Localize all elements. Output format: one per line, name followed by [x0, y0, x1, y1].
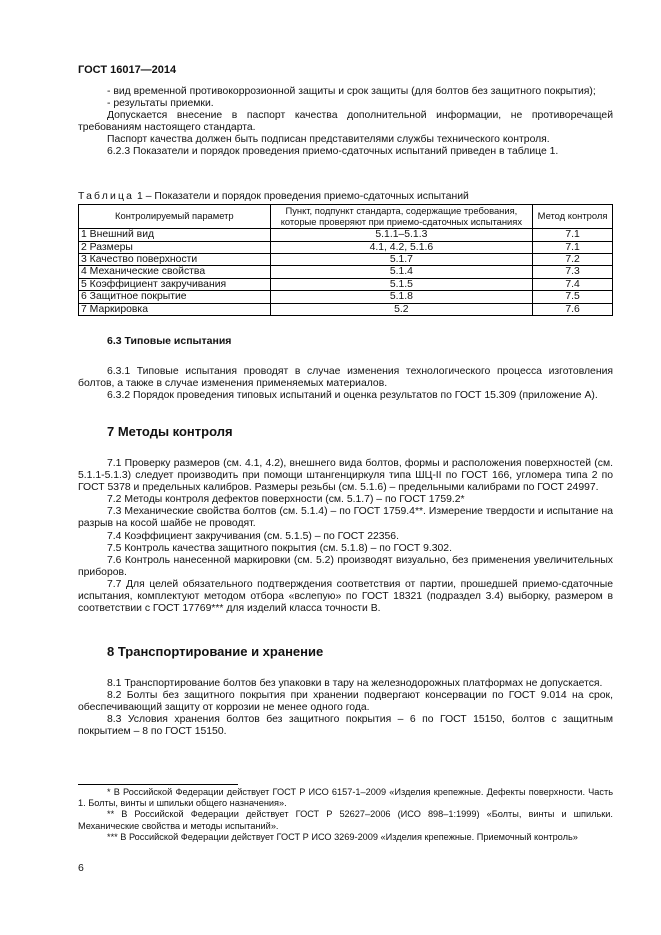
table-caption [78, 191, 613, 203]
table-header-row [79, 205, 613, 229]
paragraph: Допускается внесение в паспорт качества дополнительной информации, не противоречащей требованиям настоящего стандарта. [78, 110, 613, 134]
table-cell: 6 Защитное покрытие [79, 291, 271, 303]
table-cell: 1 Внешний вид [79, 229, 271, 241]
table-cell: 7.2 [533, 254, 613, 266]
footnote: *** В Российской Федерации действует ГОСТ Р ИСО 3269-2009 «Изделия крепежные. Приемочный контроль» [107, 831, 578, 842]
paragraph: 8.1 Транспортирование болтов без упаковки в тару на железнодорожных платформах не допускается. [107, 678, 603, 689]
table-cell: 4 Механические свойства [79, 266, 271, 278]
table-row [79, 291, 613, 303]
paragraph: 7.7 Для целей обязательного подтверждения соответствия от партии, прошедшей приемо-сдаточные испытания, комплектуют методом отбора «вслепую» по ГОСТ 18321 (подраздел 3.4) выборку, размером в соответствии с ГОСТ 17769*** для изделий класса точности В. [78, 578, 613, 615]
page-number: 6 [78, 862, 84, 874]
section-heading: 6.3 Типовые испытания [107, 335, 232, 347]
table-row [79, 266, 613, 278]
intro-text [78, 86, 613, 159]
paragraph: 6.3.2 Порядок проведения типовых испытаний и оценка результатов по ГОСТ 15.309 (приложение А). [107, 390, 598, 402]
caption-label: Таблица [78, 191, 135, 202]
section-heading: 7 Методы контроля [107, 424, 233, 439]
table-cell: 5 Коэффициент закручивания [79, 278, 271, 290]
table-row [79, 303, 613, 315]
table-cell: 7.6 [533, 303, 613, 315]
column-header: Метод контроля [533, 205, 613, 229]
paragraph: 7.1 Проверку размеров (см. 4.1, 4.2), внешнего вида болтов, формы и расположения поверхностей (см. 5.1.1-5.1.3) следует производить при помощи штангенциркуля типа ШЦ-II по ГОСТ 166, угломера типа 2 по ГОСТ 5378 и предельных калибров. Размеры резьбы (см. 5.1.6) – предельными калибрами по ГОСТ 24997. [78, 458, 613, 494]
paragraph: 7.4 Коэффициент закручивания (см. 5.1.5) – по ГОСТ 22356. [107, 530, 399, 542]
paragraph: 7.5 Контроль качества защитного покрытия (см. 5.1.8) – по ГОСТ 9.302. [107, 542, 452, 554]
section-8 [78, 644, 613, 738]
document-header: ГОСТ 16017—2014 [78, 64, 177, 76]
table-cell: 5.1.5 [270, 278, 532, 290]
table-cell: 3 Качество поверхности [79, 254, 271, 266]
column-header: Пункт, подпункт стандарта, содержащие требования, которые проверяют при приемо-сдаточных испытаниях [270, 205, 532, 229]
column-header: Контролируемый параметр [79, 205, 271, 229]
footnote-divider [78, 784, 238, 785]
footnote: * В Российской Федерации действует ГОСТ Р ИСО 6157-1–2009 «Изделия крепежные. Дефекты поверхности. Часть 1. Болты, винты и шпильки общего назначения». [78, 787, 613, 809]
section-7 [78, 424, 613, 615]
table-cell: 5.1.4 [270, 266, 532, 278]
table-1 [78, 191, 613, 316]
paragraph: Паспорт качества должен быть подписан представителями службы технического контроля. [107, 134, 550, 146]
table-cell: 7.5 [533, 291, 613, 303]
paragraph: 7.2 Методы контроля дефектов поверхности (см. 5.1.7) – по ГОСТ 1759.2* [107, 494, 465, 506]
table-row [79, 254, 613, 266]
table-row [79, 278, 613, 290]
table-cell: 4.1, 4.2, 5.1.6 [270, 241, 532, 253]
paragraph: 8.2 Болты без защитного покрытия при хранении подвергают консервации по ГОСТ 9.014 на срок, обеспечивающий защиту от коррозии не менее одного года. [78, 690, 613, 714]
paragraph: 7.3 Механические свойства болтов (см. 5.1.4) – по ГОСТ 1759.4**. Измерение твердости и испытание на разрыв на косой шайбе не проводят. [78, 506, 613, 530]
paragraph: - вид временной противокоррозионной защиты и срок защиты (для болтов без защитного покрытия); [107, 86, 596, 97]
footnotes [78, 787, 613, 843]
paragraph: 6.3.1 Типовые испытания проводят в случае изменения технологического процесса изготовления болтов, а также в случае изменения применяемых материалов. [78, 366, 613, 390]
table-row [79, 241, 613, 253]
section-6-3 [78, 335, 613, 402]
table-cell: 2 Размеры [79, 241, 271, 253]
table-cell: 7.3 [533, 266, 613, 278]
paragraph: 6.2.3 Показатели и порядок проведения приемо-сдаточных испытаний приведен в таблице 1. [107, 146, 559, 158]
table-cell: 5.1.1–5.1.3 [270, 229, 532, 241]
paragraph: - результаты приемки. [107, 98, 214, 110]
section-heading: 8 Транспортирование и хранение [107, 644, 324, 659]
table-cell: 7.4 [533, 278, 613, 290]
table-cell: 7.1 [533, 229, 613, 241]
table-cell: 5.1.7 [270, 254, 532, 266]
table-cell: 7 Маркировка [79, 303, 271, 315]
table-cell: 5.2 [270, 303, 532, 315]
table-cell: 7.1 [533, 241, 613, 253]
table-cell: 5.1.8 [270, 291, 532, 303]
paragraph: 7.6 Контроль нанесенной маркировки (см. 5.2) производят визуально, без применения увеличительных приборов. [78, 554, 613, 578]
caption-text: 1 – Показатели и порядок проведения приемо-сдаточных испытаний [137, 191, 469, 202]
footnote: ** В Российской Федерации действует ГОСТ Р 52627–2006 (ИСО 898–1:1999) «Болты, винты и шпильки. Механические свойства и методы испытаний». [78, 809, 613, 831]
table-row [79, 229, 613, 241]
paragraph: 8.3 Условия хранения болтов без защитного покрытия – 6 по ГОСТ 15150, болтов с защитным покрытием – 8 по ГОСТ 15150. [78, 714, 613, 738]
tests-table [78, 204, 613, 316]
